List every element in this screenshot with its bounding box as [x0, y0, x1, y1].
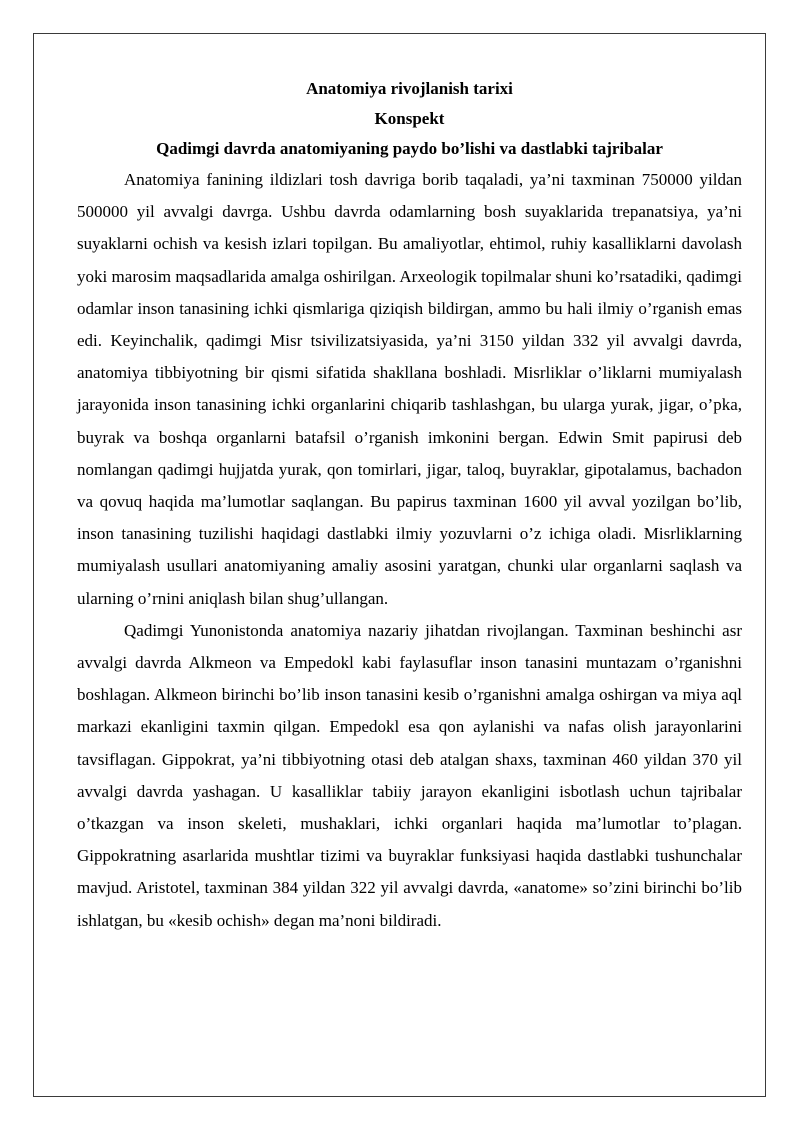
paragraph-1: Anatomiya fanining ildizlari tosh davriga borib taqaladi, ya’ni taxminan 750000 yildan 500000 yil avvalgi davrga. Ushbu davrda odamlarning bosh suyaklarida trepanatsiya, ya’ni suyaklarni ochish va kesish izlari topilgan. Bu amaliyotlar, ehtimol, ruhiy kasalliklarni davolash yoki marosim maqsadlarida amalga oshirilgan. Arxeologik topilmalar shuni ko’rsatadiki, qadimgi odamlar inson tanasining ichki qismlariga qiziqish bildirgan, ammo bu hali ilmiy o’rganish emas edi. Keyinchalik, qadimgi Misr tsivilizatsiyasida, ya’ni 3150 yildan 332 yil avvalgi davrda, anatomiya tibbiyotning bir qismi sifatida shakllana boshladi. Misrliklar o’liklarni mumiyalash jarayonida inson tanasining ichki organlarini chiqarib tashlashgan, bu ularga yurak, jigar, o’pka, buyrak va boshqa organlarni batafsil o’rganish imkonini bergan. Edwin Smit papirusi deb nomlangan qadimgi hujjatda yurak, qon tomirlari, jigar, taloq, buyraklar, gipotalamus, bachadon va qovuq haqida ma’lumotlar saqlangan. Bu papirus taxminan 1600 yil avval yozilgan bo’lib, inson tanasining tuzilishi haqidagi dastlabki ilmiy yozuvlarni o’z ichiga oladi. Misrliklarning mumiyalash usullari anatomiyaning amaliy asosini yaratgan, chunki ular organlarni saqlash va ularning o’rnini aniqlash bilan shug’ullangan. — [77, 170, 742, 608]
document-body — [77, 74, 742, 937]
heading-block — [77, 74, 742, 164]
paragraph-2: Qadimgi Yunonistonda anatomiya nazariy jihatdan rivojlangan. Taxminan beshinchi asr avvalgi davrda Alkmeon va Empedokl kabi faylasuflar inson tanasini muntazam o’rganishni boshlagan. Alkmeon birinchi bo’lib inson tanasini kesib o’rganishni amalga oshirgan va miya aql markazi ekanligini taxmin qilgan. Empedokl esa qon aylanishi va nafas olish jarayonlarini tavsiflagan. Gippokrat, ya’ni tibbiyotning otasi deb atalgan shaxs, taxminan 460 yildan 370 yil avvalgi davrda yashagan. U kasalliklar tabiiy jarayon ekanligini isbotlash uchun tajribalar o’tkazgan va inson skeleti, mushaklari, ichki organlari haqida ma’lumotlar to’plagan. Gippokratning asarlarida mushtlar tizimi va buyraklar funksiyasi haqida dastlabki tushunchalar mavjud. Aristotel, taxminan 384 yildan 322 yil avvalgi davrda, «anatome» so’zini birinchi bo’lib ishlatgan, bu «kesib ochish» degan ma’noni bildiradi. — [77, 620, 742, 930]
document-subtitle: Konspekt — [374, 109, 445, 128]
section-heading: Qadimgi davrda anatomiyaning paydo bo’lishi va dastlabki tajribalar — [156, 139, 663, 158]
document-title: Anatomiya rivojlanish tarixi — [306, 79, 513, 98]
